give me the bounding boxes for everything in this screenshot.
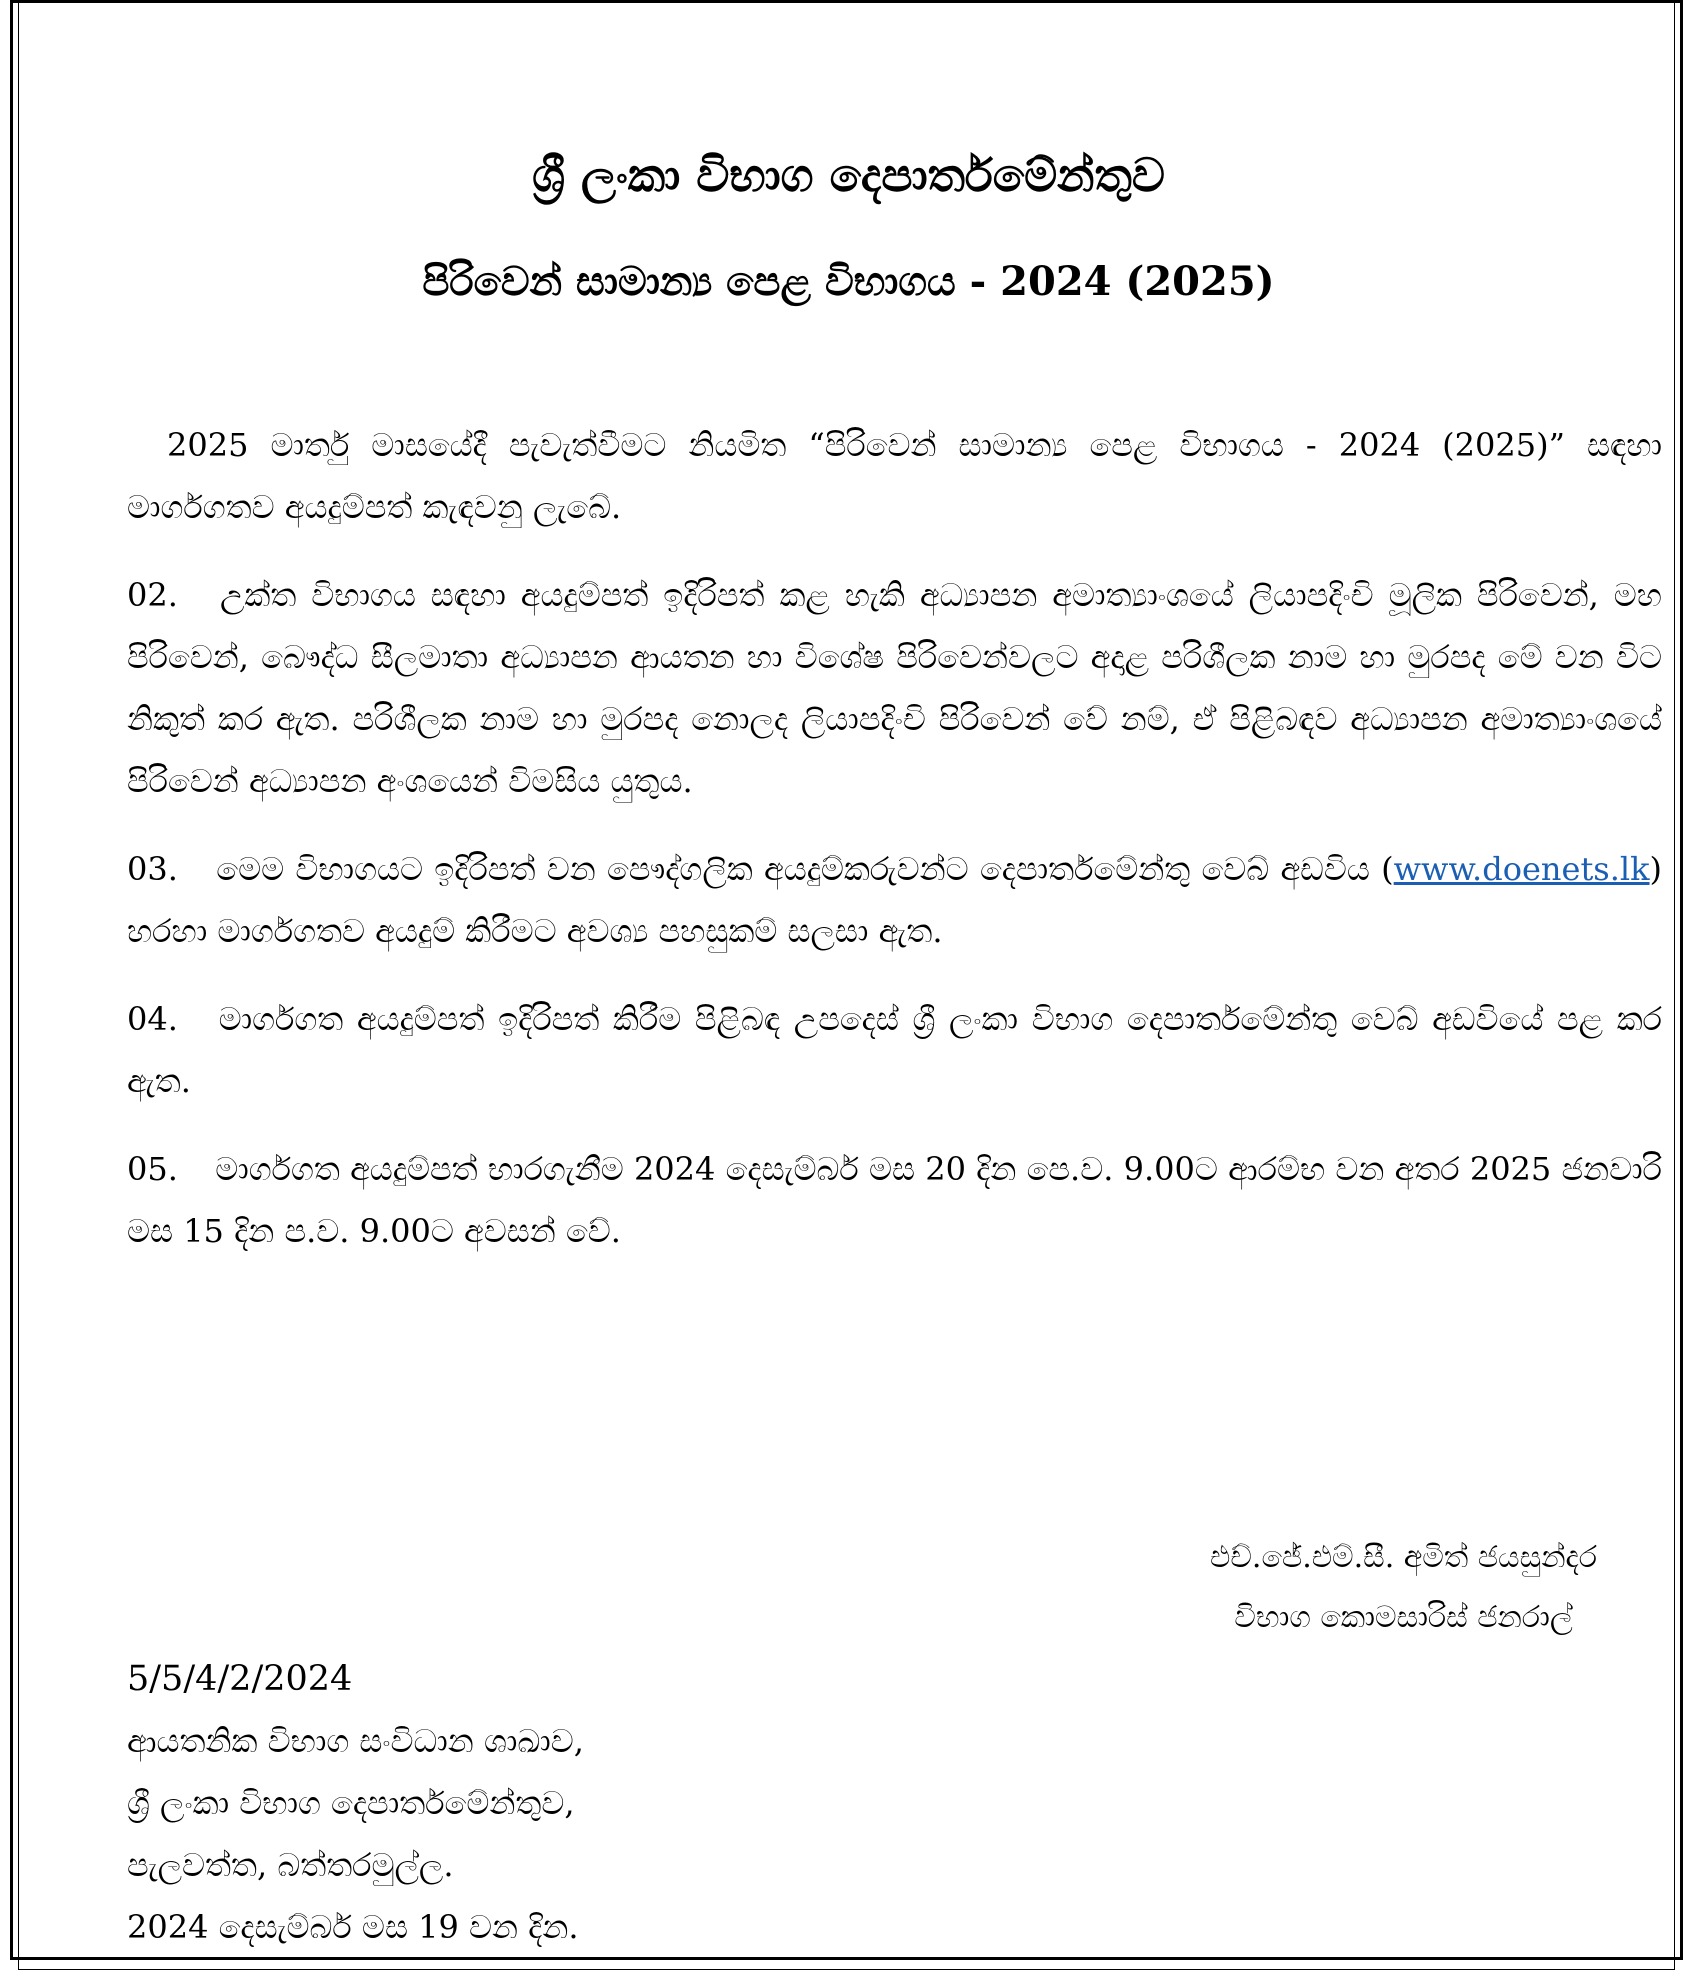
address-line-2: ශ්‍රී ලංකා විභාග දෙපාර්තමේන්තුව,: [127, 1784, 575, 1822]
paragraph-05: [127, 1138, 1662, 1262]
signature-block: [1210, 1528, 1597, 1648]
paragraph-04: [127, 988, 1662, 1112]
notice-body: [127, 414, 1662, 1288]
paragraph-text-part2: ) හරහා මාර්ගගතව අයදුම් කිරීමට අවශ්‍ය පහසුකම් සලසා ඇත.: [127, 850, 1662, 950]
paragraph-text: උක්ත විභාගය සඳහා අයදුම්පත් ඉදිරිපත් කළ හැකි අධ්‍යාපන අමාත්‍යාංශයේ ලියාපදිංචි මූලික පිරිවෙන්, මහ පිරිවෙන්, බෞද්ධ සීලමාතා අධ්‍යාපන ආයතන හා විශේෂ පිරිවෙන්වලට අදාළ පරිශීලක නාම හා මුරපද මේ වන විට නිකුත් කර ඇත. පරිශීලක නාම හා මුරපද නොලද ලියාපදිංචි පිරිවෙන් වේ නම්, ඒ පිළිබඳව අධ්‍යාපන අමාත්‍යාංශයේ පිරිවෙන් අධ්‍යාපන අංශයෙන් විමසිය යුතුය.: [127, 576, 1662, 800]
paragraph-02: [127, 564, 1662, 812]
document-subtitle: පිරිවෙන් සාමාන්‍ය පෙළ විභාගය - 2024 (2025): [422, 258, 1275, 305]
paragraph-intro: 2025 මාර්තු මාසයේදී පැවැත්වීමට නියමිත “පිරිවෙන් සාමාන්‍ය පෙළ විභාගය - 2024 (2025)” සඳහා මාර්ගගතව අයදුම්පත් කැඳවනු ලැබේ.: [127, 426, 1662, 526]
issue-date: 2024 දෙසැම්බර් මස 19 වන දින.: [127, 1908, 579, 1946]
paragraph-text-part1: මෙම විභාගයට ඉදිරිපත් වන පෞද්ගලික අයදුම්කරුවන්ට දෙපාර්තමේන්තු වෙබ් අඩවිය (: [216, 850, 1394, 888]
paragraph-number: 03.: [127, 850, 178, 888]
paragraph-03: [127, 838, 1662, 962]
paragraph-text: මාර්ගගත අයදුම්පත් භාරගැනීම 2024 දෙසැම්බර් මස 20 දින පෙ.ව. 9.00ට ආරම්භ වන අතර 2025 ජනවාරි මස 15 දින ප.ව. 9.00ට අවසන් වේ.: [127, 1150, 1663, 1250]
paragraph-text: මාර්ගගත අයදුම්පත් ඉදිරිපත් කිරීම පිළිබඳ උපදෙස් ශ්‍රී ලංකා විභාග දෙපාර්තමේන්තු වෙබ් අඩවියේ පළ කර ඇත.: [127, 1000, 1663, 1100]
paragraph-number: 05.: [127, 1150, 178, 1188]
paragraph-number: 04.: [127, 1000, 178, 1038]
reference-number: 5/5/4/2/2024: [127, 1659, 353, 1699]
address-line-3: පැලවත්ත, බත්තරමුල්ල.: [127, 1846, 454, 1884]
footer-block: [127, 1648, 584, 1958]
website-link[interactable]: www.doenets.lk: [1393, 850, 1650, 888]
address-line-1: ආයතනික විභාග සංවිධාන ශාඛාව,: [127, 1722, 584, 1760]
paragraph-number: 02.: [127, 576, 178, 614]
signatory-name: එච්.ජේ.එම්.සී. අමිත් ජයසුන්දර: [1210, 1540, 1597, 1575]
document-title: ශ්‍රී ලංකා විභාග දෙපාර්තමේන්තුව: [532, 148, 1165, 202]
signatory-designation: විභාග කොමසාරිස් ජනරාල්: [1234, 1600, 1573, 1635]
